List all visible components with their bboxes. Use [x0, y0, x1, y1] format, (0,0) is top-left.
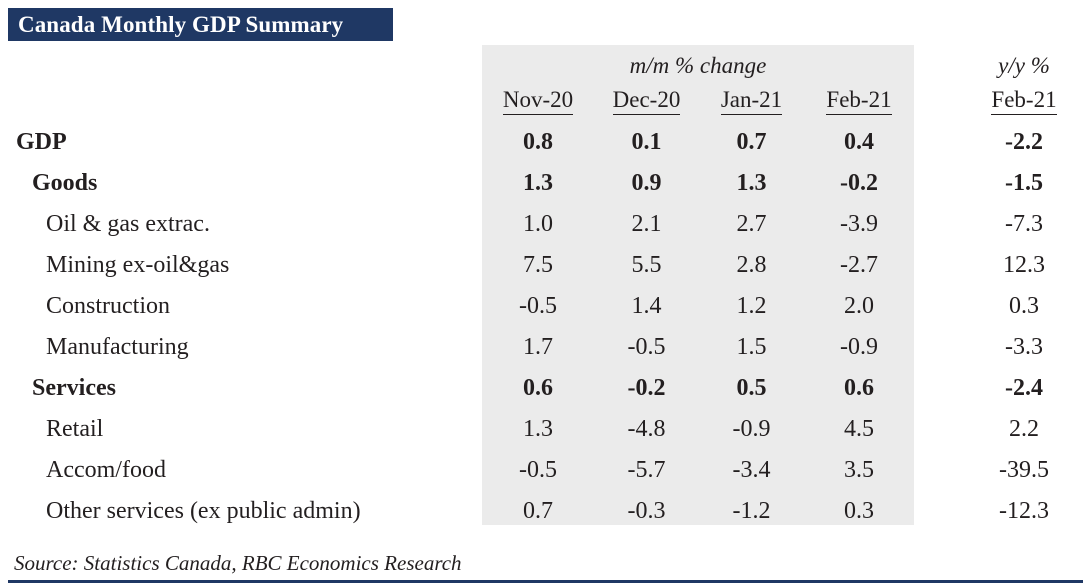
table-row	[8, 115, 1078, 156]
row-label-services: Services	[32, 375, 116, 401]
cell-accom-yy: -39.5	[999, 457, 1049, 483]
spacer-cell	[914, 79, 970, 115]
cell-mining-yy: 12.3	[1003, 252, 1045, 278]
cell-accom-jan21: -3.4	[699, 443, 804, 484]
cell-services-yy: -2.4	[1005, 375, 1043, 401]
cell-retail-nov20: 1.3	[482, 402, 594, 443]
panel-title-bar	[8, 8, 393, 41]
cell-gdp-nov20: 0.8	[482, 115, 594, 156]
column-header-feb21-yy: Feb-21	[970, 79, 1078, 115]
cell-accom-feb21: 3.5	[804, 443, 914, 484]
table-row	[8, 279, 1078, 320]
spacer-cell	[8, 79, 482, 115]
cell-retail-dec20: -4.8	[594, 402, 699, 443]
cell-services-jan21: 0.5	[699, 361, 804, 402]
cell-construction-nov20: -0.5	[482, 279, 594, 320]
cell-construction-jan21: 1.2	[699, 279, 804, 320]
spacer-cell	[914, 361, 970, 402]
row-label-accom-food: Accom/food	[46, 457, 166, 483]
column-header-feb21-mm: Feb-21	[804, 79, 914, 115]
row-label-mining-ex-oil-gas: Mining ex-oil&gas	[46, 252, 230, 278]
spacer-cell	[8, 45, 482, 79]
table-row	[8, 402, 1078, 443]
row-label-oil-gas-extrac: Oil & gas extrac.	[46, 211, 210, 237]
cell-construction-dec20: 1.4	[594, 279, 699, 320]
column-header-jan21: Jan-21	[699, 79, 804, 115]
page-title: Canada Monthly GDP Summary	[18, 12, 344, 37]
source-note: Source: Statistics Canada, RBC Economics Research	[14, 551, 462, 575]
cell-mining-dec20: 5.5	[594, 238, 699, 279]
cell-services-nov20: 0.6	[482, 361, 594, 402]
cell-other-feb21: 0.3	[804, 484, 914, 525]
cell-goods-feb21: -0.2	[804, 156, 914, 197]
spacer-cell	[914, 279, 970, 320]
cell-oil-feb21: -3.9	[804, 197, 914, 238]
cell-goods-jan21: 1.3	[699, 156, 804, 197]
cell-construction-yy: 0.3	[1009, 293, 1039, 319]
cell-other-dec20: -0.3	[594, 484, 699, 525]
row-label-manufacturing: Manufacturing	[46, 334, 189, 360]
cell-retail-jan21: -0.9	[699, 402, 804, 443]
cell-mining-nov20: 7.5	[482, 238, 594, 279]
spacer-cell	[914, 45, 970, 79]
cell-mining-jan21: 2.8	[699, 238, 804, 279]
cell-gdp-feb21: 0.4	[804, 115, 914, 156]
cell-retail-yy: 2.2	[1009, 416, 1039, 442]
cell-oil-nov20: 1.0	[482, 197, 594, 238]
cell-retail-feb21: 4.5	[804, 402, 914, 443]
cell-accom-dec20: -5.7	[594, 443, 699, 484]
gdp-table-container	[8, 45, 1083, 525]
cell-manufacturing-yy: -3.3	[1005, 334, 1043, 360]
table-row	[8, 361, 1078, 402]
cell-oil-yy: -7.3	[1005, 211, 1043, 237]
cell-services-feb21: 0.6	[804, 361, 914, 402]
table-group-header-row	[8, 45, 1078, 79]
cell-gdp-jan21: 0.7	[699, 115, 804, 156]
cell-manufacturing-feb21: -0.9	[804, 320, 914, 361]
table-row	[8, 238, 1078, 279]
cell-goods-yy: -1.5	[1005, 170, 1043, 196]
group-header-mm: m/m % change	[482, 45, 914, 79]
row-label-construction: Construction	[46, 293, 170, 319]
spacer-cell	[914, 115, 970, 156]
column-header-dec20: Dec-20	[594, 79, 699, 115]
group-header-yy: y/y %	[998, 53, 1050, 78]
cell-construction-feb21: 2.0	[804, 279, 914, 320]
cell-goods-nov20: 1.3	[482, 156, 594, 197]
cell-manufacturing-jan21: 1.5	[699, 320, 804, 361]
cell-services-dec20: -0.2	[594, 361, 699, 402]
row-label-gdp: GDP	[16, 129, 67, 155]
spacer-cell	[914, 443, 970, 484]
cell-other-nov20: 0.7	[482, 484, 594, 525]
cell-other-jan21: -1.2	[699, 484, 804, 525]
gdp-table	[8, 45, 1078, 525]
column-header-nov20: Nov-20	[482, 79, 594, 115]
spacer-cell	[914, 484, 970, 525]
cell-accom-nov20: -0.5	[482, 443, 594, 484]
table-row	[8, 484, 1078, 525]
table-row	[8, 443, 1078, 484]
cell-oil-jan21: 2.7	[699, 197, 804, 238]
spacer-cell	[914, 156, 970, 197]
cell-manufacturing-dec20: -0.5	[594, 320, 699, 361]
table-row	[8, 320, 1078, 361]
spacer-cell	[914, 320, 970, 361]
cell-other-yy: -12.3	[999, 498, 1049, 524]
cell-gdp-dec20: 0.1	[594, 115, 699, 156]
spacer-cell	[914, 402, 970, 443]
spacer-cell	[914, 197, 970, 238]
row-label-other-services: Other services (ex public admin)	[46, 498, 361, 524]
cell-manufacturing-nov20: 1.7	[482, 320, 594, 361]
bottom-divider	[8, 580, 1083, 583]
table-row	[8, 197, 1078, 238]
table-row	[8, 156, 1078, 197]
cell-goods-dec20: 0.9	[594, 156, 699, 197]
row-label-retail: Retail	[46, 416, 104, 442]
spacer-cell	[914, 238, 970, 279]
cell-mining-feb21: -2.7	[804, 238, 914, 279]
table-column-header-row	[8, 79, 1078, 115]
cell-oil-dec20: 2.1	[594, 197, 699, 238]
cell-gdp-yy: -2.2	[1005, 129, 1043, 155]
row-label-goods: Goods	[32, 170, 98, 196]
